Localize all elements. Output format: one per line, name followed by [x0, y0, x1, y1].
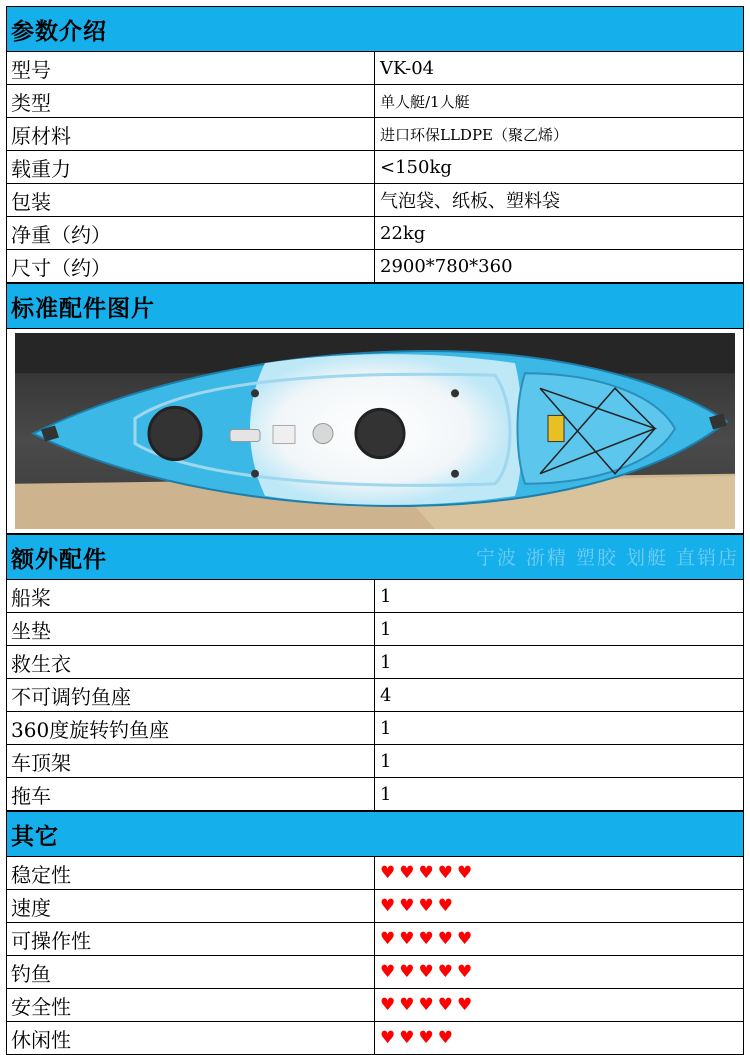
heart-rating-icon: ♥♥♥♥ — [380, 1028, 457, 1048]
table-row — [6, 580, 744, 613]
section-title: 参数介绍 — [11, 18, 107, 45]
section-title: 其它 — [11, 823, 59, 850]
table-row — [6, 712, 744, 745]
extra-value: 1 — [380, 651, 392, 673]
extra-value: 4 — [380, 684, 392, 706]
extra-label: 不可调钓鱼座 — [7, 679, 375, 711]
rating-label: 可操作性 — [7, 923, 375, 955]
param-label: 载重力 — [7, 151, 375, 183]
extra-value: 1 — [380, 783, 392, 805]
heart-rating-icon: ♥♥♥♥ — [380, 896, 457, 916]
rating-label: 休闲性 — [7, 1022, 375, 1054]
rating-label: 稳定性 — [7, 857, 375, 889]
param-label: 净重（约） — [7, 217, 375, 249]
param-value: 2900*780*360 — [380, 255, 513, 277]
param-label: 尺寸（约） — [7, 250, 375, 282]
table-row — [6, 613, 744, 646]
section-header-standard — [6, 283, 744, 329]
rating-label: 速度 — [7, 890, 375, 922]
table-row — [6, 745, 744, 778]
table-row — [6, 1022, 744, 1055]
table-row — [6, 956, 744, 989]
table-row — [6, 679, 744, 712]
section-title: 标准配件图片 — [11, 295, 155, 322]
table-row — [6, 890, 744, 923]
extra-label: 救生衣 — [7, 646, 375, 678]
param-value: 22kg — [380, 222, 426, 244]
section-header-other — [6, 811, 744, 857]
section-header-extras — [6, 534, 744, 580]
extra-label: 360度旋转钓鱼座 — [7, 712, 375, 744]
table-row — [6, 184, 744, 217]
table-row — [6, 250, 744, 283]
param-label: 包装 — [7, 184, 375, 216]
table-row — [6, 118, 744, 151]
table-row — [6, 217, 744, 250]
extra-label: 船桨 — [7, 580, 375, 612]
table-row — [6, 857, 744, 890]
extra-value: 1 — [380, 618, 392, 640]
heart-rating-icon: ♥♥♥♥♥ — [380, 863, 477, 883]
param-value: 单人艇/1人艇 — [380, 92, 470, 111]
param-label: 类型 — [7, 85, 375, 117]
table-row — [6, 52, 744, 85]
table-row — [6, 151, 744, 184]
param-value: <150kg — [380, 156, 452, 178]
spec-sheet — [6, 6, 744, 1055]
table-row — [6, 778, 744, 811]
param-label: 型号 — [7, 52, 375, 84]
table-row — [6, 989, 744, 1022]
watermark: 宁波 浙精 塑胶 划艇 直销店 — [475, 547, 739, 569]
param-value: VK-04 — [380, 57, 435, 79]
extra-label: 车顶架 — [7, 745, 375, 777]
heart-rating-icon: ♥♥♥♥♥ — [380, 929, 477, 949]
param-value: 气泡袋、纸板、塑料袋 — [380, 191, 560, 212]
extra-value: 1 — [380, 585, 392, 607]
extra-value: 1 — [380, 750, 392, 772]
param-value: 进口环保LLDPE（聚乙烯） — [380, 125, 568, 144]
kayak-photo — [6, 329, 744, 534]
section-header-params — [6, 6, 744, 52]
table-row — [6, 85, 744, 118]
rating-label: 安全性 — [7, 989, 375, 1021]
heart-rating-icon: ♥♥♥♥♥ — [380, 995, 477, 1015]
section-title: 额外配件 — [11, 546, 107, 573]
kayak-image — [15, 333, 735, 529]
extra-label: 坐垫 — [7, 613, 375, 645]
param-label: 原材料 — [7, 118, 375, 150]
table-row — [6, 923, 744, 956]
extra-label: 拖车 — [7, 778, 375, 810]
table-row — [6, 646, 744, 679]
extra-value: 1 — [380, 717, 392, 739]
heart-rating-icon: ♥♥♥♥♥ — [380, 962, 477, 982]
rating-label: 钓鱼 — [7, 956, 375, 988]
